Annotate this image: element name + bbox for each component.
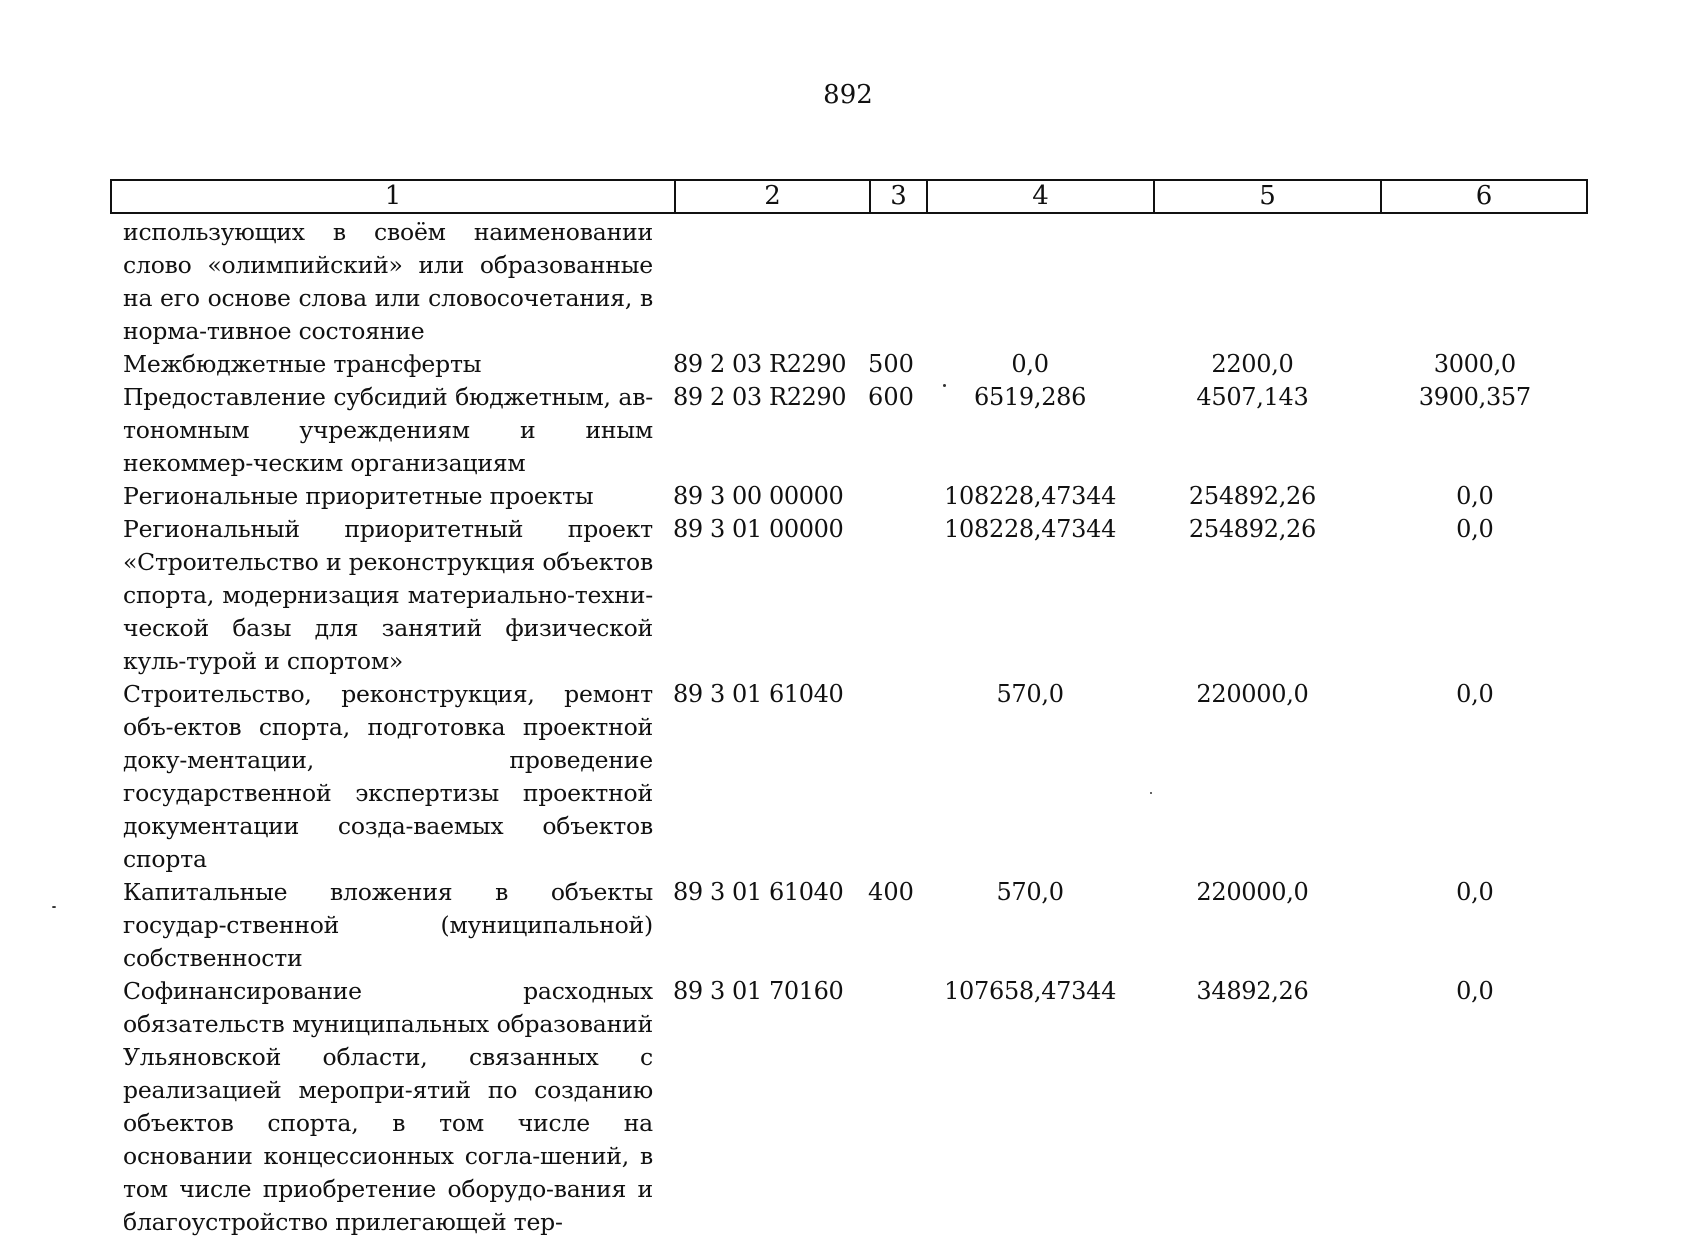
row-value-col6: 3000,0: [1433, 350, 1516, 378]
table-header: [110, 179, 1588, 214]
table-row: [110, 348, 1586, 381]
row-value-col5: 254892,26: [1188, 482, 1316, 510]
row-value-col5: 220000,0: [1196, 878, 1309, 906]
row-value-col4: 570,0: [996, 878, 1064, 906]
column-header-1: 1: [111, 180, 675, 213]
row-value-col4: 108228,47344: [944, 515, 1117, 543]
scan-speck: [943, 384, 946, 387]
row-value-col5: 4507,143: [1196, 383, 1309, 411]
table-row: [110, 678, 1586, 876]
row-code: 89 2 03 R2290: [672, 350, 847, 378]
row-name: Софинансирование расходных обязательств муниципальных образований Ульяновской области, связанных с реализацией меропри-ятий по созданию объектов спорта, в том числе на основании концессионных согла-шений, в том числе приобретение оборудо-вания и благоустройство прилегающей тер-: [123, 977, 653, 1236]
row-code: 89 3 01 00000: [672, 515, 844, 543]
row-value-col5: 2200,0: [1211, 350, 1294, 378]
row-name: Региональные приоритетные проекты: [123, 482, 594, 510]
row-code: 89 3 00 00000: [672, 482, 844, 510]
row-value-col5: 34892,26: [1196, 977, 1309, 1005]
row-code: 89 3 01 61040: [672, 878, 844, 906]
row-name: Предоставление субсидий бюджетным, ав-тономным учреждениям и иным некоммер-ческим организациям: [123, 383, 653, 477]
table-row: [110, 975, 1586, 1239]
table-row: [110, 513, 1586, 678]
row-code: 89 2 03 R2290: [672, 383, 847, 411]
row-value-col6: 3900,357: [1418, 383, 1531, 411]
row-type: 500: [868, 350, 914, 378]
row-value-col6: 0,0: [1456, 680, 1494, 708]
column-header-5: 5: [1154, 180, 1381, 213]
row-name: Межбюджетные трансферты: [123, 350, 482, 378]
column-header-6: 6: [1381, 180, 1587, 213]
row-type: 400: [868, 878, 914, 906]
column-header-4: 4: [927, 180, 1154, 213]
scan-speck: [52, 906, 56, 908]
row-value-col5: 220000,0: [1196, 680, 1309, 708]
page-number: 892: [823, 80, 873, 110]
row-value-col4: 107658,47344: [944, 977, 1117, 1005]
row-name: Капитальные вложения в объекты государ-ственной (муниципальной) собственности: [123, 878, 653, 972]
row-value-col4: 570,0: [996, 680, 1064, 708]
row-type: 600: [868, 383, 914, 411]
row-value-col6: 0,0: [1456, 977, 1494, 1005]
table-row: [110, 876, 1586, 975]
scan-speck: [1150, 792, 1152, 794]
row-name: Строительство, реконструкция, ремонт объ-ектов спорта, подготовка проектной доку-ментации, проведение государственной экспертизы проектной документации созда-ваемых объектов спорта: [123, 680, 653, 873]
table-row: [110, 480, 1586, 513]
row-value-col6: 0,0: [1456, 515, 1494, 543]
row-code: 89 3 01 61040: [672, 680, 844, 708]
row-value-col4: 6519,286: [974, 383, 1087, 411]
row-value-col4: 108228,47344: [944, 482, 1117, 510]
column-header-3: 3: [870, 180, 927, 213]
row-value-col4: 0,0: [1011, 350, 1049, 378]
table-row: [110, 216, 1586, 348]
row-value-col5: 254892,26: [1188, 515, 1316, 543]
row-value-col6: 0,0: [1456, 482, 1494, 510]
row-name: Региональный приоритетный проект «Строительство и реконструкция объектов спорта, модернизация материально-техни-ческой базы для занятий физической куль-турой и спортом»: [123, 515, 653, 675]
column-header-2: 2: [675, 180, 870, 213]
table-body: [110, 216, 1586, 1239]
row-code: 89 3 01 70160: [672, 977, 844, 1005]
table-row: [110, 381, 1586, 480]
row-value-col6: 0,0: [1456, 878, 1494, 906]
row-name: использующих в своём наименовании слово «олимпийский» или образованные на его основе слова или словосочетания, в норма-тивное состояние: [123, 218, 653, 345]
